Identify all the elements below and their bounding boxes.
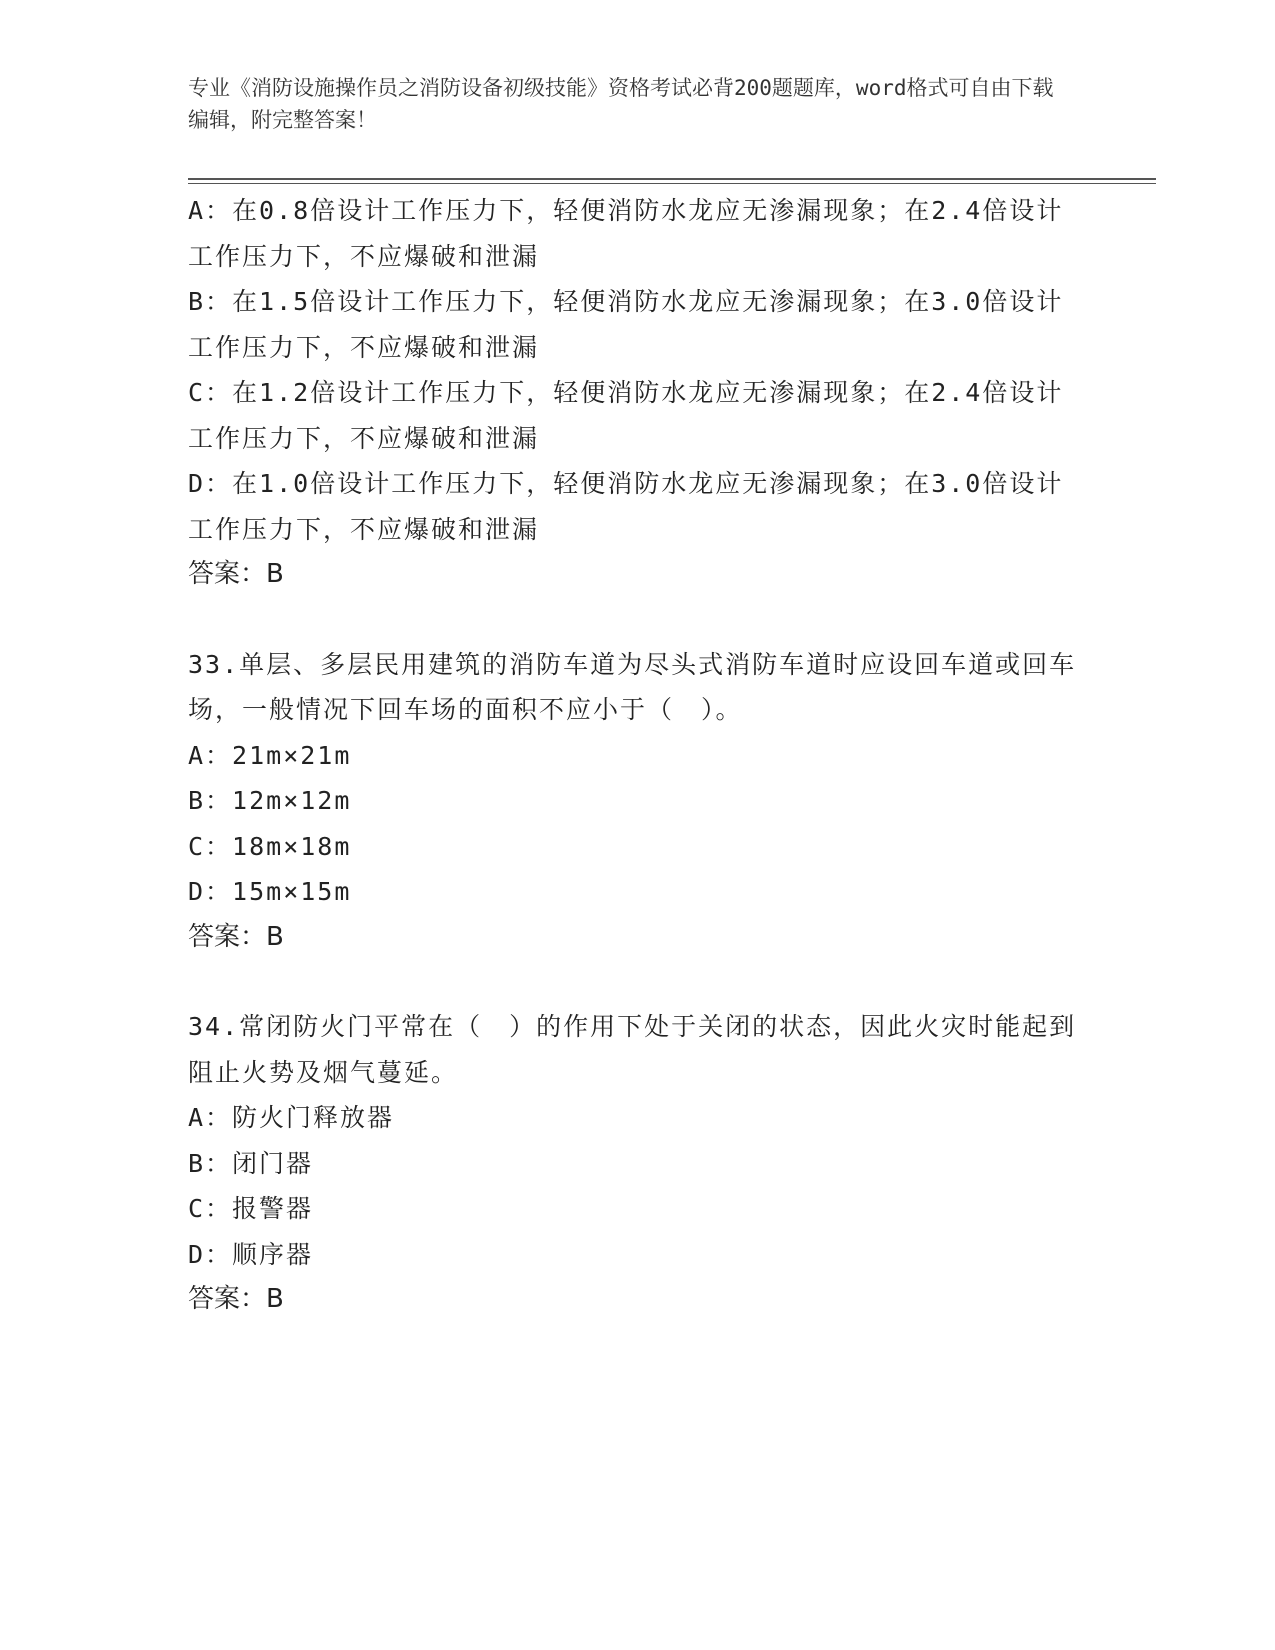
option-b: B：闭门器 (188, 1148, 314, 1178)
option-d: D：在1.0倍设计工作压力下，轻便消防水龙应无渗漏现象；在3.0倍设计工作压力下，不应爆破和泄漏 (188, 469, 1064, 544)
option-c: C：18m×18m (188, 831, 352, 861)
option-a: A：在0.8倍设计工作压力下，轻便消防水龙应无渗漏现象；在2.4倍设计工作压力下，不应爆破和泄漏 (188, 196, 1064, 271)
question-content (188, 188, 1078, 1323)
option-b: B：在1.5倍设计工作压力下，轻便消防水龙应无渗漏现象；在3.0倍设计工作压力下，不应爆破和泄漏 (188, 287, 1064, 362)
option-c: C：在1.2倍设计工作压力下，轻便消防水龙应无渗漏现象；在2.4倍设计工作压力下，不应爆破和泄漏 (188, 378, 1064, 453)
spacer (188, 598, 1078, 642)
option-b: B：12m×12m (188, 786, 352, 815)
answer-label: 答案：B (188, 1284, 284, 1314)
option-d: D：顺序器 (188, 1239, 314, 1269)
header-divider-thin (188, 183, 1156, 184)
option-a: A：21m×21m (188, 740, 352, 770)
question-text: 33.单层、多层民用建筑的消防车道为尽头式消防车道时应设回车道或回车场，一般情况下回车场的面积不应小于（ ）。 (188, 649, 1077, 724)
option-d: D：15m×15m (188, 877, 352, 906)
answer-label: 答案：B (188, 921, 284, 952)
option-a: A：防火门释放器 (188, 1103, 395, 1132)
document-header: 专业《消防设施操作员之消防设备初级技能》资格考试必背200题题库，word格式可自由下载编辑，附完整答案！ (188, 76, 1054, 132)
spacer (188, 960, 1078, 1004)
option-c: C：报警器 (188, 1194, 314, 1223)
answer-label: 答案：B (188, 559, 284, 589)
question-text: 34.常闭防火门平常在（ ）的作用下处于关闭的状态，因此火灾时能起到阻止火势及烟气蔓延。 (188, 1012, 1077, 1087)
header-divider-thick (188, 178, 1156, 180)
